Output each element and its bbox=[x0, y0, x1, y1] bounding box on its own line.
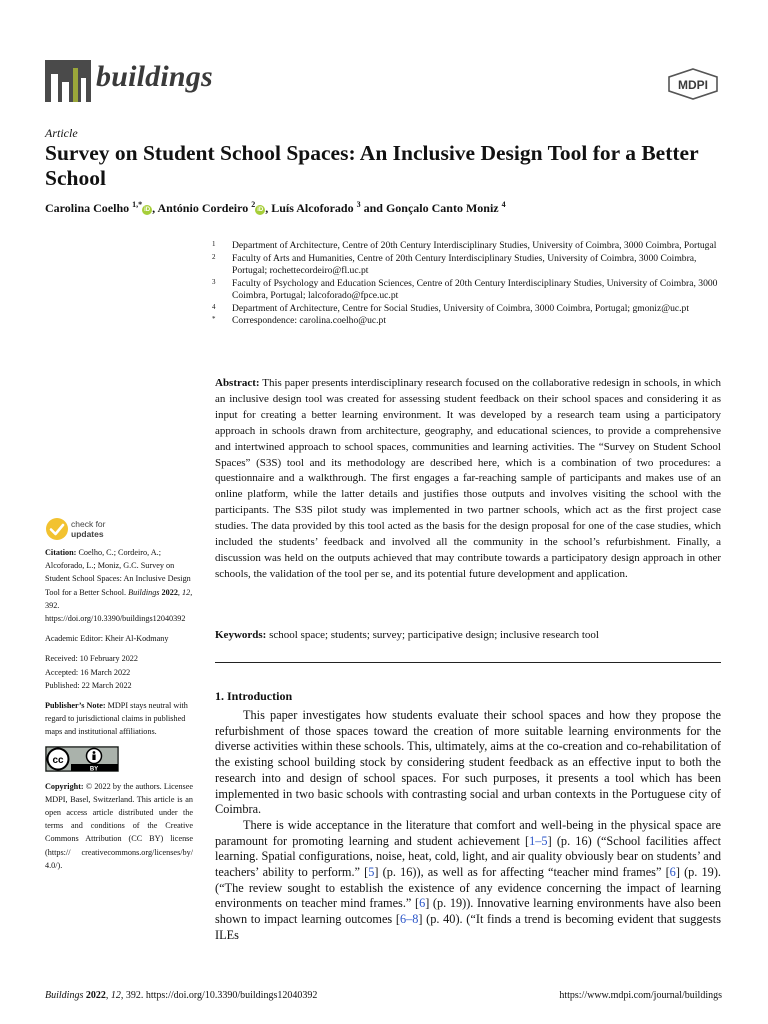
citation-link[interactable]: 6–8 bbox=[399, 912, 419, 927]
author-sup: 1,* bbox=[132, 200, 143, 209]
citation-link[interactable]: 6 bbox=[669, 865, 676, 880]
published-date: Published: 22 March 2022 bbox=[45, 680, 132, 690]
affiliation-item: 1 Department of Architecture, Centre of 20th Century Interdisciplinary Studies, University of Coimbra, 3000 Coimbra, Portugal bbox=[212, 240, 717, 251]
affiliation-item: 2 Faculty of Arts and Humanities, Centre of 20th Century Interdisciplinary Studies, University of Coimbra, 3000 Coimbra, Portugal; rochettecordeiro@fl.uc.pt bbox=[212, 252, 697, 276]
copyright: Copyright: © 2022 by the authors. Licensee MDPI, Basel, Switzerland. This article is an open access article distributed under the terms and conditions of the Creative Commons Attribution (CC BY) license (https:// creativecommons.org/licenses/by/ 4.0/). bbox=[45, 781, 193, 870]
footer-citation: Buildings 2022, 12, 392. https://doi.org/10.3390/buildings12040392 bbox=[45, 990, 318, 1001]
cc-by-label: BY bbox=[89, 765, 99, 772]
citation: Citation: Coelho, C.; Cordeiro, A.; Alcoforado, L.; Moniz, G.C. Survey on Student School Spaces: An Inclusive Design Tool for a Better School. Buildings 2022, 12, 392. https://doi.org/10.3390/buildings12040392 bbox=[45, 548, 193, 624]
journal-name: buildings bbox=[96, 60, 213, 93]
sidebar bbox=[45, 546, 193, 879]
abstract bbox=[215, 376, 721, 583]
author-name: Carolina Coelho bbox=[45, 201, 130, 215]
accepted-date: Accepted: 16 March 2022 bbox=[45, 667, 131, 677]
citation-link[interactable]: 1–5 bbox=[529, 833, 548, 848]
paragraph: This paper investigates how students evaluate their school spaces and how they propose the refurbishment of those spaces toward the creation of more suitable learning environments for the diverse activities within these schools. This, ultimately, aims at the co-creation and co-rehabilitation of the existing school building stock by considering student feedback as an effective input to both the research into and design of school spaces. For such purposes, it presents a tool which has been implemented in two basic schools with contrasting social and urban contexts in the Portuguese city of Coimbra. bbox=[215, 708, 721, 817]
abstract-label: Abstract: bbox=[215, 377, 260, 389]
keywords bbox=[215, 628, 721, 643]
intro-body bbox=[215, 708, 721, 944]
author-name: Luís Alcoforado bbox=[271, 201, 354, 215]
affiliation-item: 4 Department of Architecture, Centre for Social Studies, University of Coimbra, 3000 Coimbra, Portugal; gmoniz@uc.pt bbox=[212, 302, 689, 314]
section-heading: 1. Introduction bbox=[215, 689, 293, 703]
journal-logo-icon bbox=[45, 60, 91, 102]
orcid-icon[interactable]: iD bbox=[144, 207, 151, 213]
author-list: Carolina Coelho $^{1,*}$iD , António Cordeiro $^2$iD , Luís Alcoforado $^3$ and Gonçalo Canto Moniz $^4$ bbox=[45, 200, 506, 215]
publisher-logo-icon bbox=[666, 68, 720, 100]
cc-by-license-icon[interactable] bbox=[45, 746, 119, 772]
orcid-icon[interactable]: iD bbox=[257, 207, 264, 213]
check-for-updates-icon[interactable] bbox=[45, 517, 69, 541]
keywords-label: Keywords: bbox=[215, 629, 267, 641]
abstract-text: This paper presents interdisciplinary research focused on the collaborative redesign in schools, in which an inclusive design tool was created for assessing student feedback on their school spaces and considering it as input for creating a better learning environment. It was developed by a research team using a participatory approach in schools drawn from architecture, geography, and educational sciences, to provide a comprehensive and intertwined approach to school spaces, communities and learning activities. The “Survey on Student School Spaces” (S3S) tool and its methodology are described here, which is a combination of two procedures: a questionnaire and a walkthrough. The first engages a far-reaching sample of participants and makes use of an online platform, while the latter details and justifies those outputs and involves visiting the school with the participants. The S3S pilot study was implemented in two partner schools, which act as the first project case studies. The data provided by this tool acted as the basis for the design proposal for one of the case studies, which included the students’ feedback and involved all the community in the school’s refurbishment. Finally, a discussion was held on the outputs achieved that may contribute towards a participatory design approach in other schools, the validation of the tool per se, and its potential future development and application. bbox=[215, 377, 721, 580]
academic-editor: Academic Editor: Kheir Al-Kodmany bbox=[45, 634, 169, 644]
author-sup: 3 bbox=[356, 200, 361, 209]
footer-journal-link[interactable]: https://www.mdpi.com/journal/buildings bbox=[559, 990, 722, 1001]
svg-text:cc: cc bbox=[52, 754, 64, 766]
section-divider bbox=[215, 662, 721, 663]
page-title: Survey on Student School Spaces: An Inclusive Design Tool for a Better School bbox=[45, 141, 699, 190]
citation-link[interactable]: 6 bbox=[419, 896, 426, 911]
author-sup: 2 bbox=[251, 200, 256, 209]
citation-link[interactable]: 5 bbox=[368, 865, 375, 880]
article-type: Article bbox=[45, 126, 78, 140]
author-name: António Cordeiro bbox=[157, 201, 249, 215]
affiliations bbox=[212, 240, 727, 328]
publisher-note: Publisher’s Note: MDPI stays neutral with regard to jurisdictional claims in published maps and institutional affiliations. bbox=[45, 701, 188, 737]
publisher-name: MDPI bbox=[678, 78, 708, 92]
affiliation-item: 3 Faculty of Psychology and Education Sciences, Centre of 20th Century Interdisciplinary Studies, University of Coimbra, 3000 Coimbra, Portugal; lalcoforado@fpce.uc.pt bbox=[212, 277, 718, 301]
keywords-text: school space; students; survey; participative design; inclusive research tool bbox=[269, 629, 599, 641]
author-sup: 4 bbox=[501, 200, 506, 209]
correspondence: * Correspondence: carolina.coelho@uc.pt bbox=[212, 315, 387, 326]
author-name: Gonçalo Canto Moniz bbox=[385, 201, 499, 215]
received-date: Received: 10 February 2022 bbox=[45, 654, 138, 664]
paragraph: There is wide acceptance in the literature that comfort and well-being in the physical space are paramount for promoting learning and student achievement [1–5] (p. 16) (“School facilities affect learning. Spatial configurations, noise, heat, cold, light, and air quality obviously bear on students’ and teachers’ ability to perform.” [5] (p. 16)), as well as for affecting “teacher mind frames” [6] (p. 19). (“The review sought to establish the existence of any evidence concerning the impact of learning environments on teacher mind frames.” [6] (p. 19)). Innovative learning environments have also been shown to impact learning outcomes [6–8] (p. 40). (“It finds a trend is becoming evident that suggests ILEs bbox=[215, 817, 721, 942]
check-for-updates-button[interactable]: check for updates bbox=[71, 519, 106, 539]
